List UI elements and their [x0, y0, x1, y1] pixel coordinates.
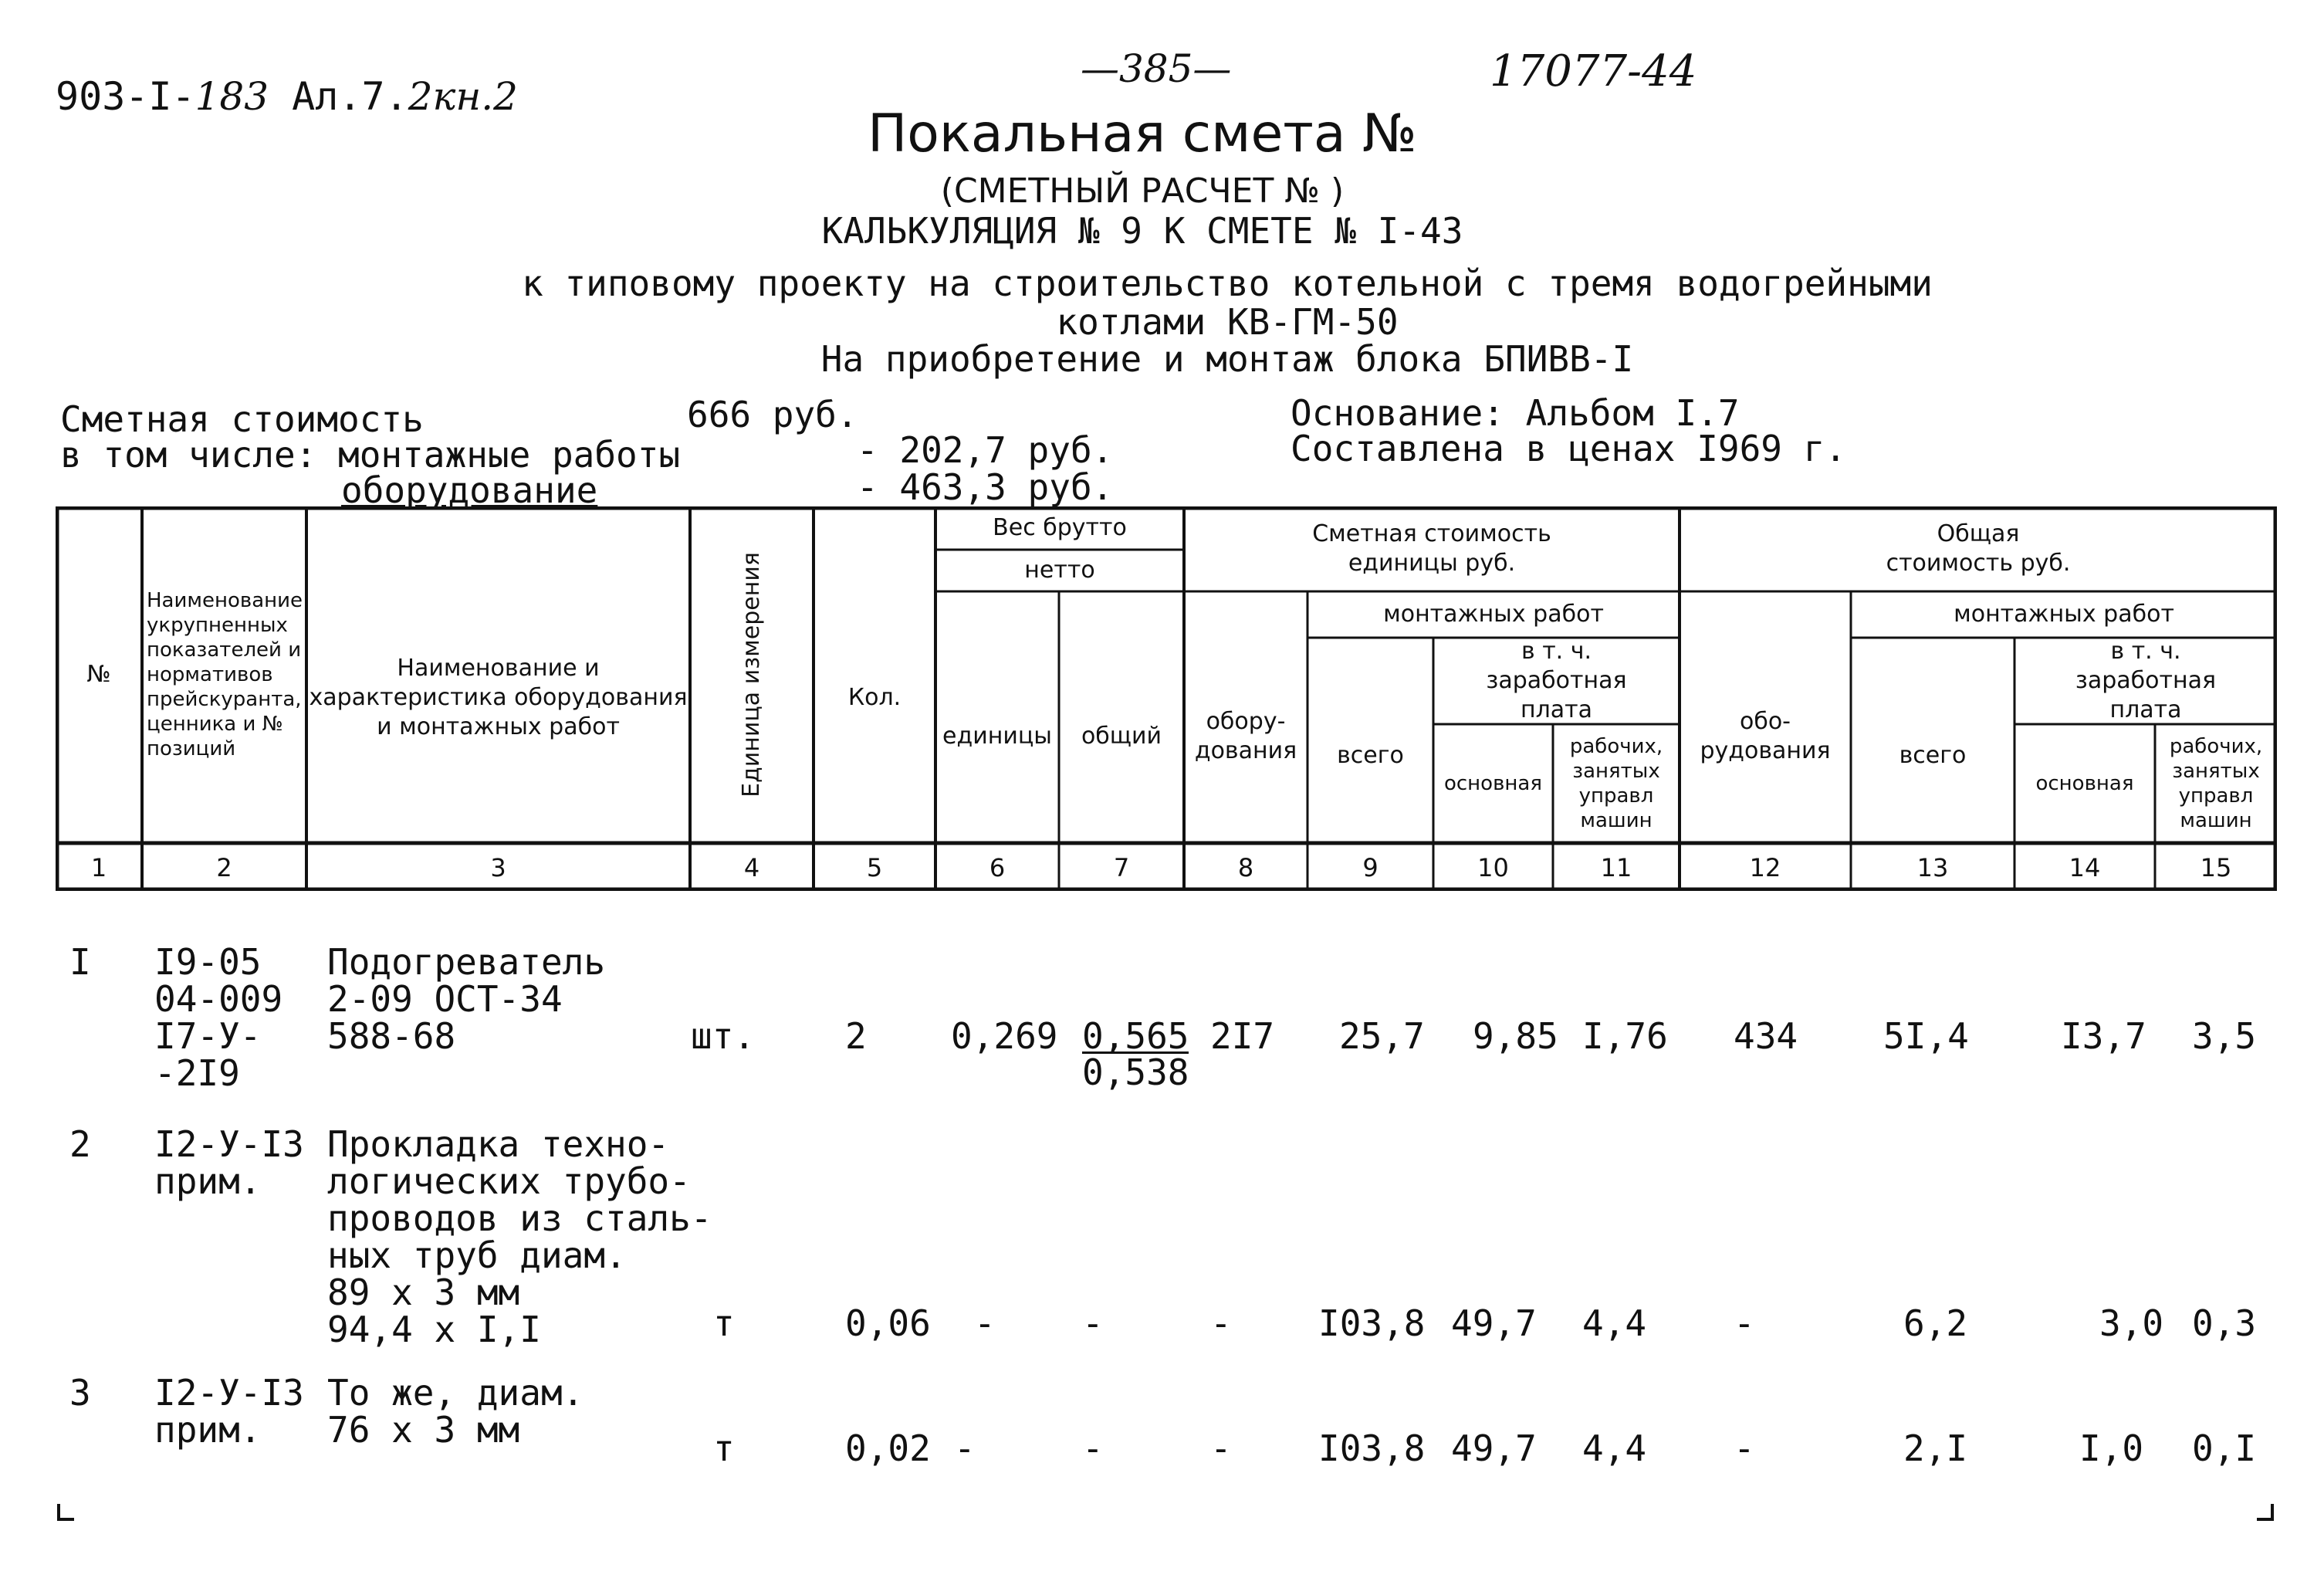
project-line-1: к типовому проекту на строительство котельной с тремя водогрейными — [522, 262, 1933, 304]
header-weight-net: нетто — [1024, 557, 1095, 584]
row-wage-unit: 9,85 — [1473, 1015, 1558, 1057]
header-col-1: № — [86, 661, 111, 688]
header-total-cost-group: Общая стоимость руб. — [1886, 520, 2071, 577]
header-col-10: основная — [1443, 772, 1542, 795]
col-number: 15 — [2200, 853, 2232, 882]
row-install-total: 5I,4 — [1883, 1015, 1969, 1057]
col-number: 2 — [216, 853, 232, 882]
header-col-3: Наименование и характеристика оборудования и монтажных работ — [309, 655, 688, 740]
col-number: 7 — [1113, 853, 1130, 882]
including-label: в том числе: монтажные работы — [60, 434, 681, 476]
header-col-12: обо-рудования — [1700, 708, 1831, 764]
col-number: 4 — [743, 853, 760, 882]
row-install-total: 6,2 — [1903, 1302, 1968, 1344]
album-handwritten: 2кн.2 — [408, 74, 518, 119]
calculation-title: КАЛЬКУЛЯЦИЯ № 9 К СМЕТЕ № I-43 — [821, 210, 1463, 252]
col-number: 12 — [1749, 853, 1781, 882]
header-col-13: всего — [1899, 742, 1967, 769]
row-equipment-total: 434 — [1734, 1015, 1798, 1057]
row-number: I — [69, 941, 91, 983]
col-number: 8 — [1237, 853, 1254, 882]
col-number: 13 — [1916, 853, 1949, 882]
col-number: 11 — [1600, 853, 1632, 882]
row-equipment-total: - — [1734, 1427, 1755, 1469]
row-machine-unit: 4,4 — [1582, 1302, 1647, 1344]
row-install-total: 2,I — [1903, 1427, 1968, 1469]
row-wage-total: 3,0 — [2099, 1302, 2164, 1344]
col-number: 9 — [1362, 853, 1379, 882]
row-install-unit: I03,8 — [1318, 1427, 1426, 1469]
header-col-11: рабочих, занятых управл машин — [1569, 735, 1663, 832]
row-code: I9-05 04-009 I7-У- -2I9 — [154, 941, 283, 1094]
page-title: Покальная смета № — [868, 103, 1417, 164]
row-code: I2-У-I3 прим. — [154, 1123, 304, 1202]
row-machine-total: 0,I — [2192, 1427, 2257, 1469]
row-number: 3 — [69, 1372, 91, 1414]
row-weight-unit: - — [954, 1427, 976, 1469]
row-wage-unit: 49,7 — [1451, 1302, 1537, 1344]
cost-label: Сметная стоимость — [60, 398, 424, 440]
estimate-subtitle: (СМЕТНЫЙ РАСЧЕТ № ) — [940, 171, 1345, 211]
row-qty: 0,02 — [845, 1427, 931, 1469]
header-install-group-2: монтажных работ — [1954, 601, 2174, 628]
row-wage-unit: 49,7 — [1451, 1427, 1537, 1469]
header-col-4-text: Единица измерения — [738, 552, 765, 798]
header-col-7: общий — [1081, 723, 1162, 750]
page-number: —385— — [1081, 46, 1232, 91]
registration-number: 17077-44 — [1490, 46, 1697, 97]
header-col-15: рабочих, занятых управл машин — [2169, 735, 2263, 832]
row-machine-unit: I,76 — [1582, 1015, 1668, 1057]
row-wage-total: I,0 — [2079, 1427, 2144, 1469]
row-name: То же, диам. 76 х 3 мм — [327, 1372, 584, 1451]
col-number: 14 — [2069, 853, 2101, 882]
header-col-14: основная — [2035, 772, 2134, 795]
row-weight-total: - — [1082, 1427, 1104, 1469]
corner-mark-left — [57, 1504, 74, 1521]
header-weight-group: Вес брутто — [993, 514, 1127, 541]
row-equipment-unit: 2I7 — [1210, 1015, 1275, 1057]
header-col-2: Наименование укрупненных показателей и нормативов прейскуранта, ценника и № позиций — [147, 589, 303, 760]
header-col-5: Кол. — [847, 684, 902, 711]
row-machine-unit: 4,4 — [1582, 1427, 1647, 1469]
row-code: I2-У-I3 прим. — [154, 1372, 304, 1451]
doc-code-prefix: 903-I- — [56, 74, 195, 119]
project-line-2: котлами КВ-ГМ-50 — [1056, 301, 1399, 343]
col-number: 5 — [866, 853, 883, 882]
installation-value: - 202,7 руб. — [857, 429, 1114, 471]
row-number: 2 — [69, 1123, 91, 1165]
row-qty: 2 — [845, 1015, 867, 1057]
doc-code-handwritten: 183 — [195, 74, 269, 119]
row-name: Прокладка техно- логических трубо- проводов из сталь- ных труб диам. 89 х 3 мм 94,4 х I,I — [327, 1123, 712, 1350]
header-col-4 — [690, 506, 814, 843]
row-weight-total: 0,565 — [1082, 1015, 1189, 1057]
corner-mark-right — [2257, 1504, 2274, 1521]
cost-value: 666 руб. — [687, 394, 858, 435]
row-equipment-unit: - — [1210, 1302, 1232, 1344]
prices-year-text: Составлена в ценах I969 г. — [1291, 428, 1847, 469]
equipment-value: - 463,3 руб. — [857, 466, 1114, 508]
row-install-unit: 25,7 — [1339, 1015, 1425, 1057]
row-weight-total: - — [1082, 1302, 1104, 1344]
row-weight-unit: - — [974, 1302, 996, 1344]
row-unit: т — [713, 1427, 735, 1469]
row-unit: т — [713, 1302, 735, 1344]
row-qty: 0,06 — [845, 1302, 931, 1344]
header-wage-group-2: в т. ч. заработная плата — [2075, 638, 2217, 723]
col-number: 3 — [490, 853, 506, 882]
col-number: 1 — [90, 853, 107, 882]
row-equipment-unit: - — [1210, 1427, 1232, 1469]
header-col-6: единицы — [942, 723, 1052, 750]
col-number: 6 — [989, 853, 1006, 882]
col-number: 10 — [1477, 853, 1509, 882]
equipment-label: оборудование — [341, 469, 598, 511]
basis-text: Основание: Альбом I.7 — [1291, 392, 1740, 434]
document-code — [56, 74, 518, 119]
row-weight-unit: 0,269 — [951, 1015, 1058, 1057]
project-line-3: На приобретение и монтаж блока БПИВВ-I — [820, 338, 1634, 380]
header-wage-group: в т. ч. заработная плата — [1486, 638, 1627, 723]
row-name: Подогреватель 2-09 ОСТ-34 588-68 — [327, 941, 606, 1057]
estimate-table-header — [56, 506, 2277, 891]
row-machine-total: 0,3 — [2192, 1302, 2257, 1344]
header-col-9: всего — [1337, 742, 1404, 769]
row-wage-total: I3,7 — [2061, 1015, 2146, 1057]
header-unit-cost-group: Сметная стоимость единицы руб. — [1312, 520, 1551, 577]
row-install-unit: I03,8 — [1318, 1302, 1426, 1344]
row-machine-total: 3,5 — [2192, 1015, 2257, 1057]
album-label: Ал.7. — [292, 74, 408, 119]
row-unit: шт. — [691, 1015, 756, 1057]
row-weight-net: 0,538 — [1082, 1051, 1189, 1093]
header-col-8: обору-дования — [1194, 708, 1297, 764]
header-install-group: монтажных работ — [1383, 601, 1604, 628]
row-equipment-total: - — [1734, 1302, 1755, 1344]
